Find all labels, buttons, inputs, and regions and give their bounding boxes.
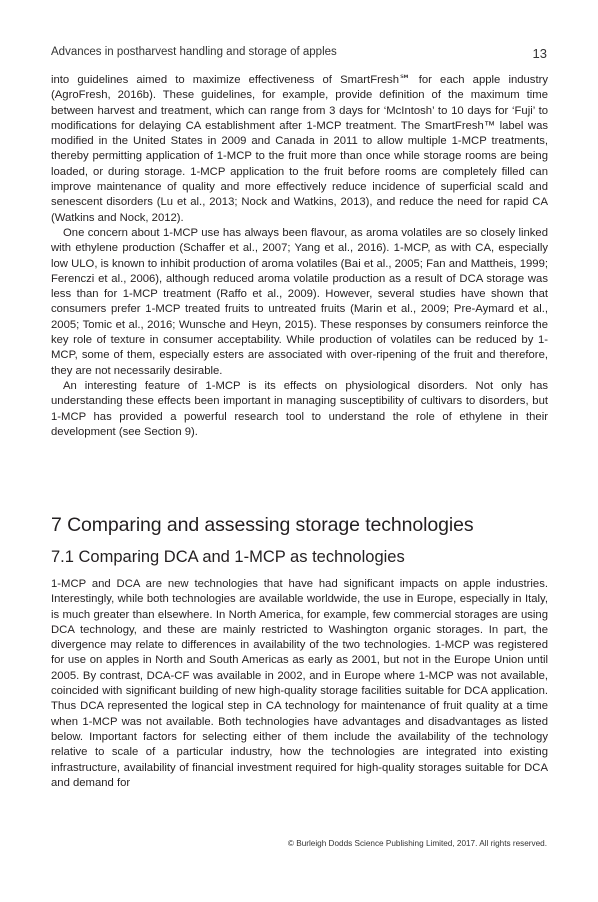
section-heading: 7 Comparing and assessing storage technologies xyxy=(51,514,474,536)
paragraph-continuation: into guidelines aimed to maximize effectiveness of SmartFresh℠ for each apple industry (AgroFresh, 2016b). These guidelines, for example, provide definition of the maximum time between harvest and treatment, which can range from 3 days for ‘McIntosh’ to 10 days for ‘Fuji’ to modifications for delaying CA establishment after 1-MCP treatment. The SmartFresh™ label was modified in the United States in 2009 and Canada in 2011 to allow multiple 1-MCP treatments, thereby permitting application of 1-MCP to the fruit more than once while storage rooms are being loaded, or during storage. 1-MCP application to the fruit before rooms are completely filled can improve maintenance of quality and more effectively reduce incidence of superficial scald and senescent disorders (Lu et al., 2013; Nock and Watkins, 2013), and reduce the need for rapid CA (Watkins and Nock, 2012). xyxy=(51,74,548,224)
paragraph-disorders: An interesting feature of 1-MCP is its effects on physiological disorders. Not only has understanding these effects been important in managing susceptibility of cultivars to disorders, but 1-MCP has provided a powerful research tool to understand the role of ethylene in their development (see Section 9). xyxy=(51,379,548,438)
copyright-footer: © Burleigh Dodds Science Publishing Limited, 2017. All rights reserved. xyxy=(287,839,547,848)
page-header xyxy=(51,46,547,62)
body-text-top xyxy=(51,73,548,440)
paragraph-comparison: 1-MCP and DCA are new technologies that have had significant impacts on apple industries. Interestingly, while both technologies are available worldwide, the use in Europe, especially in Italy, is much greater than elsewhere. In North America, for example, few commercial storages are using DCA technology, and these are mainly restricted to Washington organic storages. In part, the divergence may relate to differences in availability of the two technologies. 1-MCP was registered for use on apples in North and South Americas as early as 2001, but not in the Europe Union until 2005. By contrast, DCA-CF was available in 2002, and in Europe where 1-MCP was not available, coincided with significant building of new high-quality storage facilities suitable for DCA application. Thus DCA represented the logical step in CA technology for maintenance of fruit quality at a time when 1-MCP was not available. Both technologies have advantages and disadvantages as listed below. Important factors for selecting either of them include the availability of the technology relative to scale of a particular industry, how the technologies are integrated into existing infrastructure, availability of financial investment required for high-quality storages suitable for DCA and demand for xyxy=(51,578,548,789)
paragraph-flavour: One concern about 1-MCP use has always been flavour, as aroma volatiles are so closely linked with ethylene production (Schaffer et al., 2007; Yang et al., 2016). 1-MCP, as with CA, especially low ULO, is known to inhibit production of aroma volatiles (Bai et al., 2005; Fan and Mattheis, 1999; Ferenczi et al., 2006), although reduced aroma volatile production as a result of DCA storage was less than for 1-MCP treatment (Raffo et al., 2009). However, several studies have shown that consumers prefer 1-MCP treated fruits to untreated fruits (Marin et al., 2009; Pre-Aymard et al., 2005; Tomic et al., 2016; Wunsche and Heyn, 2015). These responses by consumers reinforce the key role of texture in consumer acceptability. While production of volatiles can be reduced by 1-MCP, some of them, especially esters are associated with over-ripening of the fruit and therefore, they are not necessarily desirable. xyxy=(51,226,548,377)
subsection-heading: 7.1 Comparing DCA and 1-MCP as technologies xyxy=(51,548,405,566)
page-number: 13 xyxy=(532,46,547,61)
running-title: Advances in postharvest handling and storage of apples xyxy=(51,46,337,58)
body-text-bottom xyxy=(51,577,548,791)
